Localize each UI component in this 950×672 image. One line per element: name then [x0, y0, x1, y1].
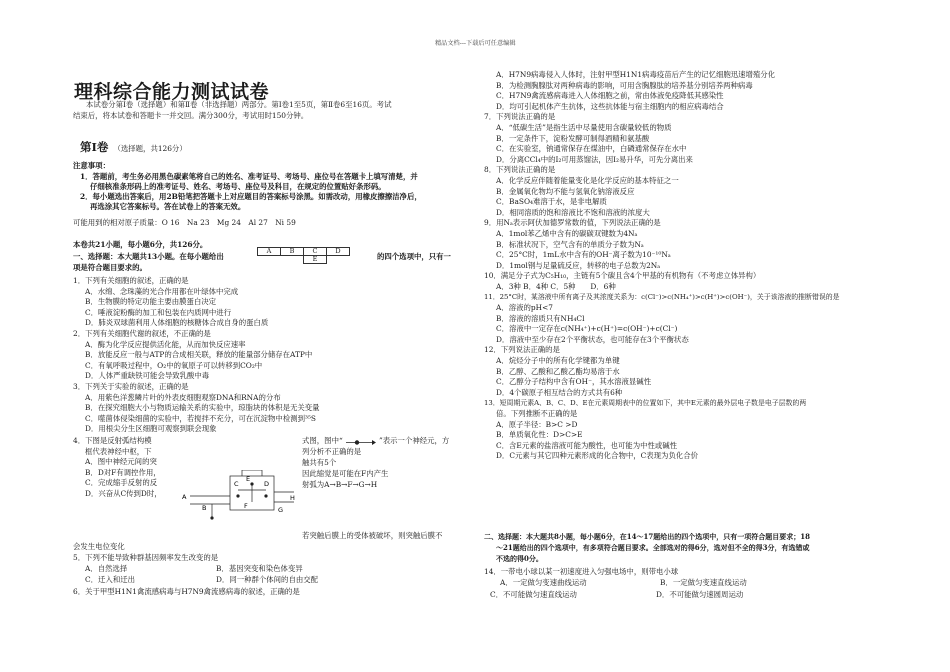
- option-line: A．3种 B．4种 C．5种 D．6种: [496, 281, 616, 291]
- question-line: 8．下列说法正确的是: [484, 165, 556, 175]
- q4-line: 4．下图是反射弧结构模: [73, 436, 152, 445]
- q4-line: 框代表神经中枢，下: [85, 446, 152, 456]
- part-summary: 本卷共21小题，每小题6分，共126分。: [73, 240, 208, 249]
- table-cell: B: [281, 248, 304, 256]
- question-line: 9．用Nₐ表示阿伏加德罗常数的值，下列说法正确的是: [484, 218, 661, 228]
- option-line: B．为检测胸腺肽对两种病毒的影响，可用含胸腺肽的培养基分别培养两种病毒: [496, 80, 753, 90]
- option-line: C．BaSO₄难溶于水，是非电解质: [496, 197, 607, 207]
- right-column-questions: [484, 70, 840, 462]
- diagram-label: C: [234, 480, 239, 488]
- option-line: C．有氧呼吸过程中，O₂中的氧原子可以转移到CO₂中: [85, 360, 263, 370]
- reflex-arc-diagram: [182, 470, 300, 528]
- option-line: D．C元素与其它四种元素形成的化合物中，C表现为负化合价: [496, 451, 699, 461]
- q4-right-line: 式图，图中“: [302, 436, 343, 445]
- option-line: B．一定条件下，淀粉发酵可制得酒精和氨基酸: [496, 133, 650, 143]
- option-line: B．金属氧化物均不能与氢氧化钠溶液反应: [496, 186, 635, 196]
- q4-tail: 会发生电位变化: [73, 542, 125, 551]
- table-cell: D: [327, 248, 350, 256]
- option-line: A．H7N9病毒侵入人体时，注射甲型H1N1病毒疫苗后产生的记忆细胞迅速增殖分化: [496, 70, 776, 79]
- intro-line-1: 本试卷分第Ⅰ卷（选择题）和第Ⅱ卷（非选择题）两部分。第Ⅰ卷1至5页，第Ⅱ卷6至16页。考试: [86, 100, 392, 109]
- diagram-label: H: [290, 494, 295, 502]
- q4-right-line: 射弧为A→B→F→G→H: [302, 480, 378, 489]
- q4-right-line: ”表示一个神经元，方: [379, 436, 450, 445]
- option-line: B．标准状况下，空气含有的单质分子数为Nₐ: [496, 239, 644, 249]
- option-line: D．不可能做匀速圆周运动: [656, 590, 744, 599]
- option-line: B．放能反应一般与ATP的合成相关联，释放的能量部分储存在ATP中: [85, 350, 313, 360]
- section-two-line-1: 二、选择题：本大题共8小题，每小题6分，在14～17题给出的四个选项中，只有一项符合题目要求；18: [484, 532, 810, 541]
- q4-right-line: 因此缩觉是可能在F内产生: [302, 469, 389, 478]
- section-one-line-1: 一、选择题：本大题共13小题。在每小题给出: [73, 252, 224, 261]
- option-line: C．溶液中一定存在c(NH₄⁺)+c(H⁺)=c(OH⁻)+c(Cl⁻): [496, 324, 678, 334]
- question-line: 10．满足分子式为C₅H₁₀，主链有5个碳且含4个甲基的有机物有（不考虑立体异构）: [484, 271, 761, 281]
- option-line: A．烷烃分子中的所有化学键都为单键: [496, 356, 620, 366]
- q4-right-line: 列分析不正确的是: [302, 447, 362, 456]
- table-cell: C: [304, 248, 327, 256]
- diagram-label: A: [182, 493, 187, 501]
- option-line: C．在实验室，钠通常保存在煤油中，白磷通常保存在水中: [496, 144, 687, 154]
- question-line: 6．关于甲型H1N1禽流感病毒与H7N9禽流感病毒的叙述，正确的是: [73, 587, 300, 596]
- option-line: A．酶为化学反应提供活化能，从而加快反应速率: [85, 339, 246, 349]
- question-line: 12．下列说法正确的是: [484, 345, 560, 355]
- section-two-line-2: ～21题给出的四个选项中，有多项符合题目要求。全部选对的得6分，选对但不全的得3分，有选错或: [496, 543, 810, 552]
- option-line: D．1mol钢与足量硫反应，转移的电子总数为2Nₐ: [496, 260, 661, 270]
- diagram-label: E: [246, 475, 251, 483]
- intro-line-2: 结束后，将本试卷和答题卡一并交回。满分300分，考试用时150分钟。: [73, 111, 309, 120]
- option-line: C．不可能做匀速直线运动: [490, 590, 577, 599]
- option-line: C．噬菌体侵染细菌的实验中，若搅拌不充分，可在沉淀物中检测到³⁵S: [85, 413, 316, 423]
- option-line: A．水绵、念珠藻的光合作用都在叶绿体中完成: [85, 286, 239, 296]
- option-line: D．用根尖分生区细胞可观察到联会现象: [85, 424, 217, 434]
- option-line: D．相同溶质的饱和溶液比不饱和溶液的浓度大: [496, 207, 650, 217]
- atomic-masses: 可能用到的相对原子质量：O 16 Na 23 Mg 24 Al 27 Ni 59: [73, 218, 296, 227]
- notice-heading: 注意事项：: [73, 161, 110, 170]
- periodic-table-fragment: [257, 247, 372, 264]
- notice-item: 1．答题前，考生务必用黑色碳素笔将自己的姓名、准考证号、考场号、座位号在答题卡上填写清楚，并: [80, 172, 418, 181]
- notice-item: 仔细核准条形码上的准考证号、姓名、考场号、座位号及科目，在规定的位置贴好条形码。: [90, 182, 386, 191]
- diagram-label: F: [244, 502, 248, 510]
- notice-item: 再选涂其它答案标号。答在试卷上的答案无效。: [90, 202, 246, 211]
- question-line: 倍。下列推断不正确的是: [496, 409, 578, 418]
- question-line: 13．短周期元素A、B、C、D、E在元素周期表中的位置如下，其中E元素的最外层电子数是电子层数的两: [484, 399, 807, 408]
- notice-item: 2．每小题选出答案后，用2B铅笔把答题卡上对应题目的答案标号涂黑。如需改动，用橡皮擦擦洁净后，: [80, 192, 422, 201]
- part-one-note: （选择题，共126分）: [113, 144, 187, 153]
- table-cell: E: [304, 256, 327, 264]
- question-line: 7．下列说法正确的是: [484, 112, 556, 122]
- option-line: A．自然选择: [85, 564, 128, 573]
- option-line: B．溶液的溶质只有NH₄Cl: [496, 313, 585, 323]
- diagram-label: B: [202, 504, 207, 512]
- option-line: B．单质氧化性：D>C>E: [496, 430, 583, 440]
- option-line: C．25°C时，1mL水中含有的OH⁻离子数为10⁻¹⁰Nₐ: [496, 250, 671, 260]
- q4-option: B．D对F有调控作用，: [85, 467, 161, 477]
- table-cell: A: [258, 248, 281, 256]
- option-line: A．用紫色洋葱鳞片叶的外表皮细胞观察DNA和RNA的分布: [85, 392, 281, 402]
- option-line: B．一定做匀变速直线运动: [660, 578, 747, 587]
- section-one-line-2: 项是符合题目要求的。: [73, 263, 147, 272]
- diagram-label: D: [264, 480, 270, 488]
- option-line: D．人体严重缺铁可能会导致乳酸中毒: [85, 371, 210, 381]
- option-line: D．肺炎双球菌利用人体细胞的核糖体合成自身的蛋白质: [85, 318, 269, 328]
- question-line: 14．一带电小球以某一初速度进入匀强电场中，则带电小球: [484, 567, 679, 576]
- part-one-label: 第Ⅰ卷: [80, 140, 109, 154]
- question-line: 1．下列有关细胞的叙述，正确的是: [73, 276, 189, 285]
- option-line: C．含E元素的盐溶液可能为酸性，也可能为中性或碱性: [496, 440, 678, 450]
- section-two-line-3: 不选的得0分。: [496, 554, 543, 563]
- q4-right-line: 若突触后膜上的受体被破坏，则突触后膜不: [302, 531, 443, 540]
- option-line: A．原子半径：B>C >D: [496, 419, 578, 429]
- question-line: 3．下列关于实验的叙述，正确的是: [73, 381, 189, 391]
- option-line: B．乙醇、乙酸和乙酸乙酯均易溶于水: [496, 366, 620, 376]
- question-line: 5．下列不能导致种群基因频率发生改变的是: [73, 553, 219, 562]
- option-line: B．生物膜的特定功能主要由膜蛋白决定: [85, 297, 217, 307]
- option-line: C．唾液淀粉酶的加工和包装在内质网中进行: [85, 307, 232, 317]
- option-line: C．乙醇分子结构中含有OH⁻，其水溶液显碱性: [496, 377, 652, 387]
- option-line: A．一定做匀变速曲线运动: [500, 578, 587, 587]
- question-line: 11．25°C时，某溶液中所有离子及其浓度关系为：c(Cl⁻)>c(NH₄⁺)>c(H⁺)>c(OH⁻)，关于该溶液的推断错误的是: [484, 293, 840, 302]
- section-one-line-1-tail: 的四个选项中，只有一: [377, 252, 451, 261]
- q4-left-text: [73, 436, 162, 500]
- option-line: B．基因突变和染色体变异: [216, 564, 303, 573]
- option-line: C．迁入和迁出: [85, 575, 135, 584]
- diagram-label: G: [278, 506, 284, 514]
- q4-right-line: 触共有5个: [302, 458, 337, 467]
- page-title: 理科综合能力测试试卷: [74, 81, 270, 103]
- neuron-symbol-icon: [345, 438, 377, 447]
- header-note: 精品文档---下载后可任意编辑: [435, 40, 516, 47]
- option-line: A．溶液的pH<7: [496, 303, 553, 313]
- option-line: A．“低碳生活”是指生活中尽量使用含碳量较低的物质: [496, 122, 672, 132]
- left-column-questions: [73, 276, 320, 435]
- option-line: D．同一种群个体间的自由交配: [216, 575, 319, 584]
- part-one-heading: [80, 136, 187, 155]
- option-line: C．H7N9禽流感病毒进入人体细胞之前，常由体液免疫降低其感染性: [496, 91, 724, 101]
- q4-option: D．兴奋从C传到D时，: [85, 488, 162, 498]
- option-line: A．化学反应伴随着能量变化是化学反应的基本特征之一: [496, 175, 679, 185]
- option-line: D．4个碳原子相互结合的方式共有6种: [496, 387, 623, 397]
- option-line: D．溶液中至少存在2个平衡状态，也可能存在3个平衡状态: [496, 334, 689, 344]
- q4-option: C．完成缩手反射的反: [85, 478, 158, 488]
- q4-option: A．图中神经元间的突: [85, 457, 157, 467]
- option-line: B．在探究细胞大小与物质运输关系的实验中，琼脂块的体积是无关变量: [85, 403, 320, 413]
- option-line: A．1mol苯乙烯中含有的碳碳双键数为4Nₐ: [496, 228, 638, 238]
- option-line: D．分离CCl₄中的I₂可用蒸馏法，因I₂易升华，可先分离出来: [496, 154, 693, 164]
- question-line: 2．下列有关细胞代谢的叙述，不正确的是: [73, 328, 211, 338]
- option-line: D．均可引起机体产生抗体，这些抗体能与宿主细胞内的相应病毒结合: [496, 101, 724, 111]
